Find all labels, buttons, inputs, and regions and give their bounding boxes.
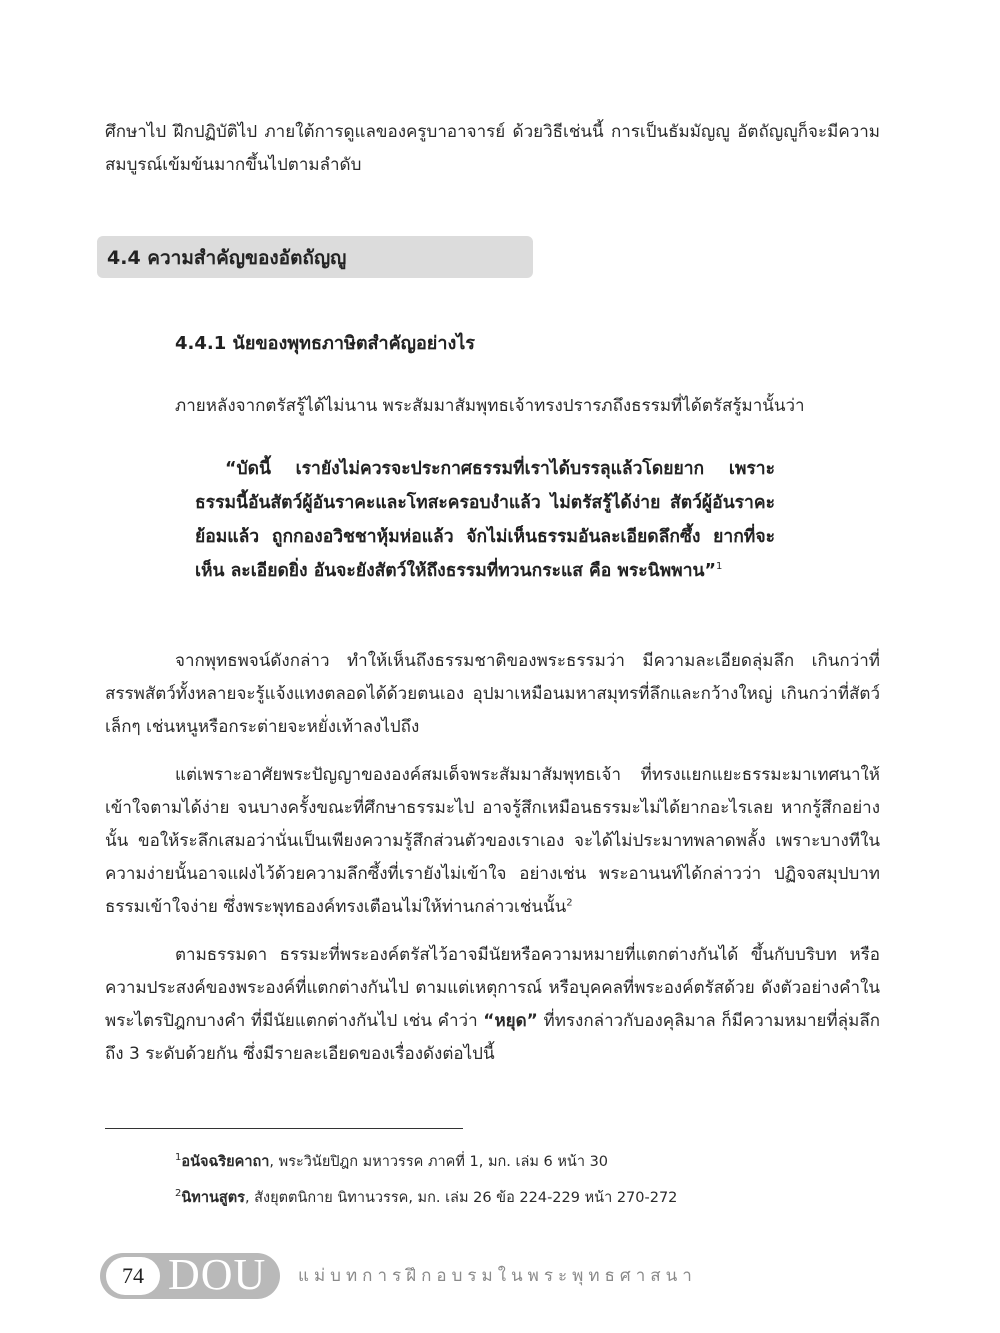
footnote-2-text: , สังยุตตนิกาย นิทานวรรค, มก. เล่ม 26 ข้อ 224-229 หน้า 270-272 <box>244 1190 678 1206</box>
paragraph-3-text-a: ตามธรรมดา ธรรมะที่พระองค์ตรัสไว้อาจมีนัยหรือความหมายที่แตกต่างกันได้ ขึ้นกับบริบท หรือความประสงค์ของพระองค์ที่แตกต่างกันไป ตามแต่เหตุการณ์ หรือบุคคลที่พระองค์ตรัสด้วย ดังตัวอย่างคำในพระไตรปิฎกบางคำ ที่มีนัยแตกต่างกันไป เช่น คำว่า <box>105 945 880 1031</box>
buddha-quote <box>195 452 775 588</box>
subsection-title: 4.4.1 นัยของพุทธภาษิตสำคัญอย่างไร <box>175 333 475 354</box>
footnote-1-text: , พระวินัยปิฎก มหาวรรค ภาคที่ 1, มก. เล่ม 6 หน้า 30 <box>269 1154 609 1170</box>
paragraph-3-bold-word: “หยุด” <box>483 1011 538 1031</box>
footnote-ref-2: 2 <box>566 897 573 909</box>
paragraph-1: จากพุทธพจน์ดังกล่าว ทำให้เห็นถึงธรรมชาติของพระธรรมว่า มีความละเอียดลุ่มลึก เกินกว่าที่สรรพสัตว์ทั้งหลายจะรู้แจ้งแทงตลอดได้ด้วยตนเอง อุปมาเหมือนมหาสมุทรที่ลึกและกว้างใหญ่ เกินกว่าที่สัตว์เล็กๆ เช่นหนูหรือกระต่ายจะหยั่งเท้าลงไปถึง <box>105 651 880 737</box>
footnote-2 <box>175 1188 677 1208</box>
footnote-2-number: 2 <box>175 1188 182 1200</box>
paragraph-intro-continued: ศึกษาไป ฝึกปฏิบัติไป ภายใต้การดูแลของครูบาอาจารย์ ด้วยวิธีเช่นนี้ การเป็นธัมมัญญู อัตถัญญูก็จะมีความสมบูรณ์เข้มข้นมากขึ้นไปตามลำดับ <box>105 122 880 175</box>
paragraph-2-text: แต่เพราะอาศัยพระปัญญาขององค์สมเด็จพระสัมมาสัมพุทธเจ้า ที่ทรงแยกแยะธรรมะมาเทศนาให้เข้าใจตามได้ง่าย จนบางครั้งขณะที่ศึกษาธรรมะไป อาจรู้สึกเหมือนธรรมะไม่ได้ยากอะไรเลย หากรู้สึกอย่างนั้น ขอให้ระลึกเสมอว่านั่นเป็นเพียงความรู้สึกส่วนตัวของเราเอง จะได้ไม่ประมาทพลาดพลั้ง เพราะบางทีในความง่ายนั้นอาจแฝงไว้ด้วยความลึกซึ้งที่เรายังไม่เข้าใจ อย่างเช่น พระอานนท์ได้กล่าวว่า ปฏิจจสมุปบาทธรรมเข้าใจง่าย ซึ่งพระพุทธองค์ทรงเตือนไม่ให้ท่านกล่าวเช่นนั้น <box>105 765 880 917</box>
footer-book-title: แม่บทการฝึกอบรมในพระพุทธศาสนา <box>298 1266 697 1286</box>
footnote-1-number: 1 <box>175 1152 182 1164</box>
footnote-1 <box>175 1152 608 1172</box>
paragraph-3-text-b: ที่ทรงกล่าวกับองคุลิมาล ก็มีความหมายที่ลุ่มลึกถึง 3 ระดับด้วยกัน ซึ่งมีรายละเอียดของเรื่องดังต่อไปนี้ <box>105 1011 881 1064</box>
footnote-2-title: นิทานสูตร <box>181 1190 245 1206</box>
paragraph-3 <box>105 939 880 1071</box>
section-title: 4.4 ความสำคัญของอัตถัญญู <box>107 247 347 269</box>
footnote-divider <box>105 1128 463 1129</box>
footer-brand-logo: DOU <box>168 1250 267 1299</box>
footnote-1-title: อนัจฉริยคาถา <box>181 1154 270 1170</box>
page-number: 74 <box>122 1263 144 1288</box>
quote-intro-line: ภายหลังจากตรัสรู้ได้ไม่นาน พระสัมมาสัมพุทธเจ้าทรงปรารภถึงธรรมที่ได้ตรัสรู้มานั้นว่า <box>175 396 805 416</box>
paragraph-2 <box>105 759 880 924</box>
quote-text: “บัดนี้ เรายังไม่ควรจะประกาศธรรมที่เราได้บรรลุแล้วโดยยาก เพราะธรรมนี้อันสัตว์ผู้อันราคะและโทสะครอบงำแล้ว ไม่ตรัสรู้ได้ง่าย สัตว์ผู้อันราคะย้อมแล้ว ถูกกองอวิชชาหุ้มห่อแล้ว จักไม่เห็นธรรมอันละเอียดลึกซึ้ง ยากที่จะเห็น ละเอียดยิ่ง อันจะยังสัตว์ให้ถึงธรรมที่ทวนกระแส คือ พระนิพพาน” <box>195 459 775 581</box>
footnote-ref-1: 1 <box>716 561 723 573</box>
